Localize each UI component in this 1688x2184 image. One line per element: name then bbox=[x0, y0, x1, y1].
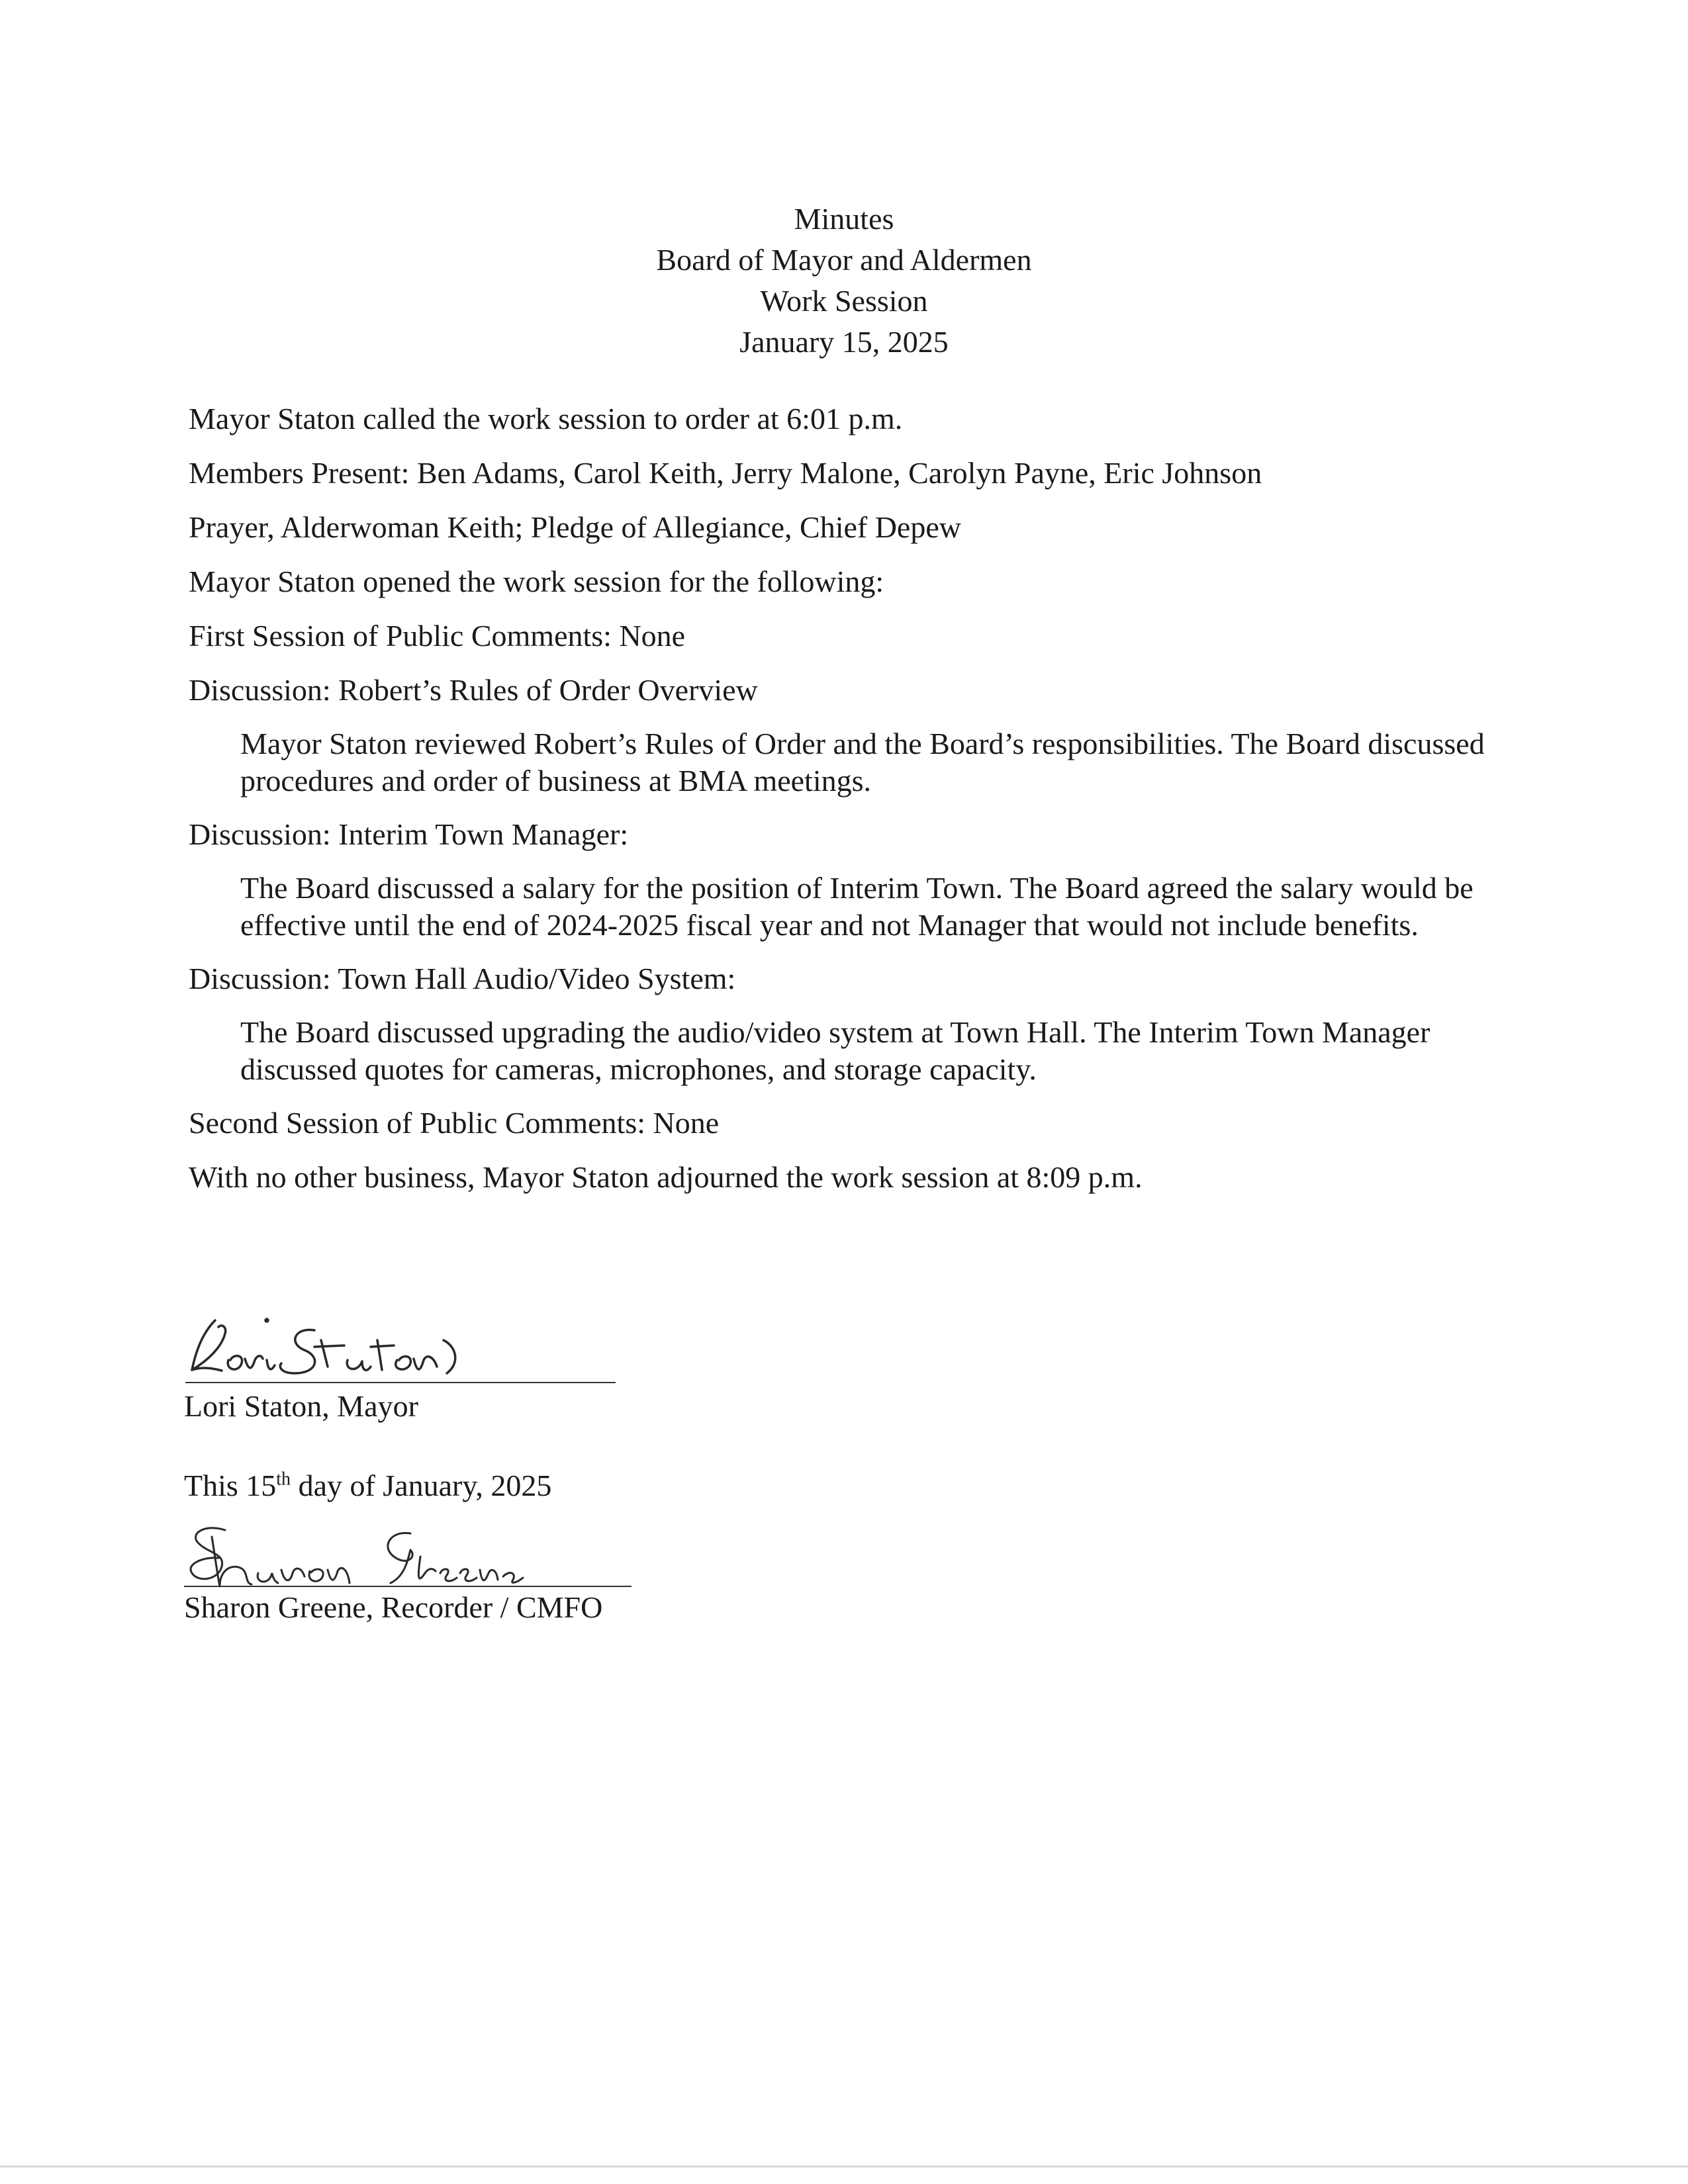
document-header bbox=[0, 199, 1688, 363]
second-public-comments: Second Session of Public Comments: None bbox=[189, 1106, 720, 1140]
prayer-pledge: Prayer, Alderwoman Keith; Pledge of Allegiance, Chief Depew bbox=[189, 510, 961, 544]
recorder-signature-line bbox=[184, 1586, 632, 1587]
header-title: Minutes bbox=[794, 202, 894, 236]
signing-date-prefix: This 15 bbox=[184, 1469, 277, 1502]
signing-date-ordinal: th bbox=[276, 1469, 291, 1490]
discussion-interim-manager-title: Discussion: Interim Town Manager: bbox=[189, 817, 629, 851]
recorder-caption: Sharon Greene, Recorder / CMFO bbox=[184, 1590, 603, 1624]
discussion-roberts-rules-title: Discussion: Robert’s Rules of Order Overview bbox=[189, 673, 758, 707]
signing-date bbox=[184, 1467, 551, 1505]
page-bottom-edge bbox=[0, 2165, 1688, 2167]
discussion-av-system-title: Discussion: Town Hall Audio/Video System: bbox=[189, 962, 736, 995]
mayor-signature bbox=[189, 1307, 493, 1387]
mayor-caption: Lori Staton, Mayor bbox=[184, 1389, 418, 1423]
members-present: Members Present: Ben Adams, Carol Keith, Jerry Malone, Carolyn Payne, Eric Johnson bbox=[189, 456, 1262, 490]
header-date: January 15, 2025 bbox=[739, 325, 949, 359]
minutes-body bbox=[189, 400, 1486, 1212]
header-session-type: Work Session bbox=[760, 284, 928, 318]
discussion-interim-manager-text: The Board discussed a salary for the position of Interim Town. The Board agreed the salary would be effective until the end of 2024-2025 fiscal year and not Manager that would not include benefits. bbox=[240, 871, 1474, 942]
header-board: Board of Mayor and Aldermen bbox=[656, 243, 1032, 277]
session-opened: Mayor Staton opened the work session for the following: bbox=[189, 565, 884, 598]
discussion-roberts-rules-text: Mayor Staton reviewed Robert’s Rules of Order and the Board’s responsibilities. The Board discussed procedures and order of business at BMA meetings. bbox=[240, 727, 1485, 797]
signing-date-suffix: day of January, 2025 bbox=[291, 1469, 552, 1502]
call-to-order: Mayor Staton called the work session to order at 6:01 p.m. bbox=[189, 402, 903, 435]
recorder-signature bbox=[179, 1517, 563, 1596]
adjournment: With no other business, Mayor Staton adjourned the work session at 8:09 p.m. bbox=[189, 1160, 1143, 1194]
mayor-signature-line bbox=[185, 1382, 616, 1383]
discussion-av-system-text: The Board discussed upgrading the audio/video system at Town Hall. The Interim Town Manager discussed quotes for cameras, microphones, and storage capacity. bbox=[240, 1015, 1430, 1086]
first-public-comments: First Session of Public Comments: None bbox=[189, 619, 686, 653]
